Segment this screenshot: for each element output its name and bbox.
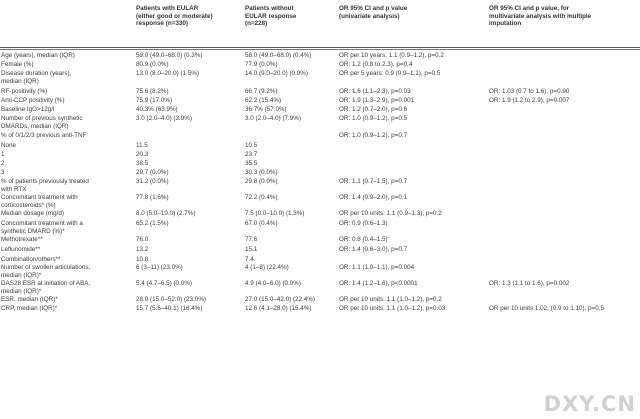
univariate-or: OR per 10 units: 1.1 (1.0–1.2), p=0.2 [339, 296, 442, 303]
row-label: Age (years), median (IQR) [1, 52, 75, 59]
responders-value: 59.0 (49.0–68.0) (0.3%) [136, 52, 203, 59]
row-label: Concomitant treatment with a synthetic DMARD (%)* [1, 220, 83, 235]
row-label: CRP, median (IQR)* [1, 305, 58, 312]
nonresponders-value: 67.0 (0.4%) [245, 220, 278, 227]
row-label: Baseline IgG>12g/l [1, 106, 55, 113]
responders-value: 15.7 (5.6–40.1) (16.4%) [136, 305, 203, 312]
multivariate-or: OR per 10 units 1.02, (0.9 to 1.10), p=0.5 [489, 305, 604, 312]
univariate-or: OR per 5 years: 0.9 (0.9–1.1), p=0.5 [339, 70, 441, 77]
nonresponders-value: 23.7 [245, 151, 258, 158]
responders-value: 65.2 (1.5%) [136, 220, 169, 227]
nonresponders-value: 27.0 (15.0–42.0) (22.4%) [245, 296, 316, 303]
nonresponders-value: 10.5 [245, 142, 258, 149]
nonresponders-value: 58.0 (49.0–68.0) (0.4%) [245, 52, 312, 59]
header-divider-secondary [0, 49, 640, 50]
row-label: Number of previous synthetic DMARDs, median (IQR) [1, 115, 83, 130]
row-label: 3 [1, 169, 5, 176]
nonresponders-value: 36.7% (57.0%) [245, 106, 287, 113]
watermark-logo: DXY.CN [543, 392, 636, 416]
univariate-or: OR: 1.1 (1.0–1.1), p=0.004 [339, 264, 415, 271]
responders-value: 5.4 (4.7–6.5) (0.0%) [136, 280, 193, 287]
nonresponders-value: 12.6 (4.1–28.0) (15.4%) [245, 305, 312, 312]
responders-value: 29.7 (0.0%) [136, 169, 169, 176]
responders-value: 13.0 (8.0–20.0) (1.5%) [136, 70, 200, 77]
nonresponders-value: 14.0 (9.0–20.0) (0.9%) [245, 70, 309, 77]
multivariate-or: OR: 1.03 (0.7 to 1.6), p=0.90 [489, 88, 570, 95]
univariate-or: OR: 1.0 (0.9–1.2), p=0.7 [339, 132, 408, 139]
nonresponders-value: 66.7 (9.2%) [245, 88, 278, 95]
row-label: % of patients previously treated with RTX [1, 178, 89, 193]
univariate-or: OR: 1.0 (0.9–1.2), p=0.5 [339, 115, 408, 122]
nonresponders-value: 77.6 [245, 236, 258, 243]
responders-value: 38.5 [136, 160, 149, 167]
univariate-or: OR per 10 units: 1.1 (0.9–1.3), p=0.2 [339, 210, 442, 217]
nonresponders-value: 62.2 (15.4%) [245, 97, 282, 104]
nonresponders-value: 3.0 (2.0–4.0) (7.9%) [245, 115, 302, 122]
responders-value: 31.2 (0.0%) [136, 178, 169, 185]
header-nonresponders: Patients without EULAR response (n=228) [245, 5, 297, 28]
responders-value: 10.8 [136, 256, 149, 263]
row-label: Number of swollen articulations, median (IQR)* [1, 264, 91, 279]
nonresponders-value: 30.3 (0.0%) [245, 169, 278, 176]
univariate-or: OR: 1.9 (1.3–2.9), p=0.001 [339, 97, 415, 104]
responders-value: 20.3 [136, 151, 149, 158]
nonresponders-value: 4 (1–8) (22.4%) [245, 264, 289, 271]
responders-value: 75.9 (17.0%) [136, 97, 173, 104]
row-label: ESR, median (IQR)* [1, 296, 58, 303]
responders-value: 13.2 [136, 246, 149, 253]
univariate-or: OR: 1.2 (0.7–2.0), p=0.6 [339, 106, 408, 113]
nonresponders-value: 4.9 (4.0–6.0) (0.0%) [245, 280, 302, 287]
row-label: DAS28 ESR at initiation of ABA, median (IQR)* [1, 280, 91, 295]
responders-value: 40.3% (63.9%) [136, 106, 178, 113]
univariate-or: OR: 1.4 (0.9–2.0), p=0.1 [339, 194, 408, 201]
univariate-or: OR: 1.2 (0.8 to 2.3), p=0.4 [339, 61, 413, 68]
nonresponders-value: 7.4 [245, 256, 254, 263]
row-label: 2 [1, 160, 5, 167]
univariate-or: OR per 10 years: 1.1 (0.9–1.2), p=0.2 [339, 52, 444, 59]
nonresponders-value: 77.9 (0.0%) [245, 61, 278, 68]
table-header [0, 0, 640, 46]
univariate-or: OR: 1.4 (1.2–1.6), p<0.0001 [339, 280, 418, 287]
row-label: % of 0/1/2/3 previous anti-TNF [1, 132, 87, 139]
header-univariate: OR 95% CI and p value (univariate analysis) [339, 5, 408, 20]
nonresponders-value: 72.2 (0.4%) [245, 194, 278, 201]
row-label: RF-positivity (%) [1, 88, 48, 95]
responders-value: 80.9 (0.0%) [136, 61, 169, 68]
responders-value: 28.0 (15.0–52.0) (23.0%) [136, 296, 207, 303]
row-label: Median dosage (mg/d) [1, 210, 65, 217]
row-label: Combination/others** [1, 256, 61, 263]
row-label: Female (%) [1, 61, 34, 68]
row-label: Methotrexate** [1, 236, 43, 243]
row-label: Leflunomide** [1, 246, 41, 253]
responders-value: 11.5 [136, 142, 148, 149]
row-label: 1 [1, 151, 5, 158]
univariate-or: OR: 1.4 (0.6–3.0), p=0.7 [339, 246, 408, 253]
responders-value: 76.0 [136, 236, 149, 243]
responders-value: 77.8 (1.6%) [136, 194, 169, 201]
nonresponders-value: 35.5 [245, 160, 258, 167]
univariate-or: OR per 10 units: 1.1 (1.0–1.2), p=0.03 [339, 305, 446, 312]
responders-value: 8.0 (5.0–10.0) (2.7%) [136, 210, 196, 217]
header-multivariate: OR 95% CI and p value, for multivariate analysis with multiple imputation [489, 5, 592, 28]
row-label: Disease duration (years), median (IQR) [1, 70, 72, 85]
header-responders: Patients with EULAR (either good or moderate) response (n=330) [136, 5, 213, 28]
univariate-or: OR: 1.1 (0.7–1.5), p=0.7 [339, 178, 408, 185]
responders-value: 75.6 (8.2%) [136, 88, 169, 95]
header-divider [0, 47, 640, 48]
univariate-or: OR: 1.6 (1.1–2.3), p=0.03 [339, 88, 411, 95]
responders-value: 3.0 (2.0–4.0) (3.9%) [136, 115, 193, 122]
univariate-or: OR: 0.9 (0.6–1.3) [339, 220, 388, 227]
row-label: None [1, 142, 17, 149]
multivariate-or: OR: 1.3 (1.1 to 1.6), p=0.002 [489, 280, 570, 287]
responders-value: 6 (3–11) (23.0%) [136, 264, 183, 271]
nonresponders-value: 15.1 [245, 246, 258, 253]
nonresponders-value: 7.5 (0.0–10.0) (1.3%) [245, 210, 305, 217]
univariate-or: OR: 0.8 (0.4–1.5) [339, 236, 388, 243]
row-label: Anti-CCP positivity (%) [1, 97, 65, 104]
nonresponders-value: 29.8 (0.0%) [245, 178, 278, 185]
multivariate-or: OR: 1.9 (1.2 to 2.9), p=0.007 [489, 97, 570, 104]
row-label: Concomitant treatment with corticosteroids* (%) [1, 194, 78, 209]
